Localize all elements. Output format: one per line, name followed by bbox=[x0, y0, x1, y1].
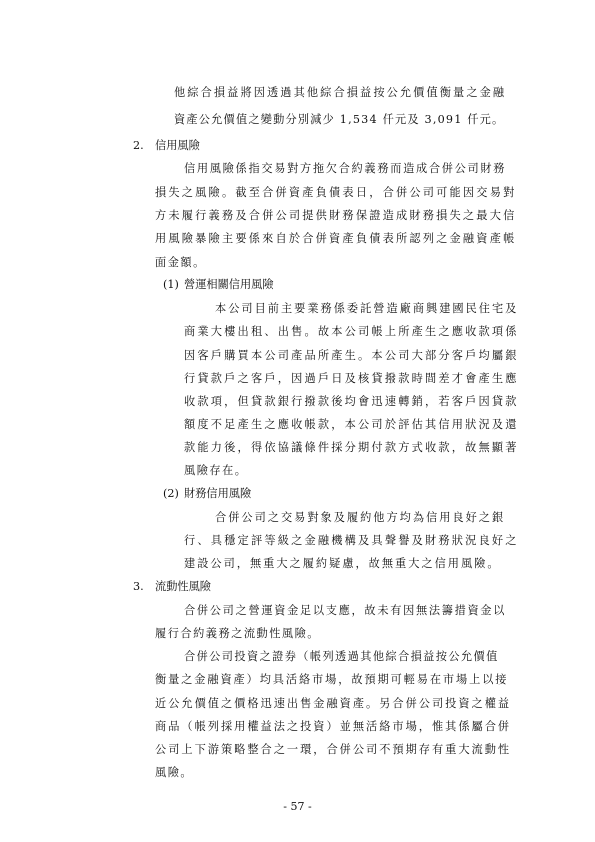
section-title: 信用風險 bbox=[155, 139, 200, 152]
subsection-number: (2) bbox=[163, 487, 179, 500]
text-line: 額度不足產生之應收帳款，本公司於評估其信用狀況及還 bbox=[184, 418, 519, 431]
text-line: 履行合約義務之流動性風險。 bbox=[155, 627, 320, 640]
section-number: 3. bbox=[133, 580, 144, 593]
text-line: 損失之風險。截至合併資產負債表日，合併公司可能因交易對 bbox=[155, 186, 517, 199]
text-line: 商品（帳列採用權益法之投資）並無活絡市場，惟其係屬合併 bbox=[155, 720, 512, 733]
text-line: 風險存在。 bbox=[184, 464, 248, 477]
text-line: 公司上下游策略整合之一環，合併公司不預期存有重大流動性 bbox=[155, 743, 512, 756]
section-number: 2. bbox=[133, 139, 144, 152]
text-line: 他綜合損益將因透過其他綜合損益按公允價值衡量之金融 bbox=[174, 86, 507, 99]
text-line: 方未履行義務及合併公司提供財務保證造成財務損失之最大信 bbox=[155, 209, 517, 222]
text-line: 行、具穩定評等級之金融機構及具聲譽及財務狀況良好之 bbox=[184, 534, 519, 547]
text-line: 風險。 bbox=[155, 766, 194, 779]
text-line: 信用風險係指交易對方拖欠合約義務而造成合併公司財務 bbox=[184, 162, 507, 175]
subsection-number: (1) bbox=[163, 278, 179, 291]
text-line: 用風險暴險主要係來自於合併資產負債表所認列之金融資產帳 bbox=[155, 232, 517, 245]
text-line: 行貸款戶之客戶，因過戶日及核貸撥款時間差才會產生應 bbox=[184, 372, 519, 385]
text-line: 建設公司，無重大之履約疑慮，故無重大之信用風險。 bbox=[184, 557, 501, 570]
text-line: 本公司目前主要業務係委託營造廠商興建國民住宅及 bbox=[215, 302, 519, 315]
text-line: 因客戶購買本公司產品所產生。本公司大部分客戶均屬銀 bbox=[184, 349, 519, 362]
text-line: 合併公司之營運資金足以支應，故未有因無法籌措資金以 bbox=[184, 604, 507, 617]
section-title: 流動性風險 bbox=[155, 580, 211, 593]
text-line: 收款項，但貸款銀行撥款後均會迅速轉銷，若客戶因貸款 bbox=[184, 395, 519, 408]
text-line: 面金額。 bbox=[155, 256, 206, 269]
text-line: 衡量之金融資產）均具活絡市場，故預期可輕易在市場上以接 bbox=[155, 673, 509, 686]
text-line: 合併公司之交易對象及履約他方均為信用良好之銀 bbox=[215, 511, 506, 524]
subsection-title: 財務信用風險 bbox=[184, 487, 252, 500]
subsection-title: 營運相關信用風險 bbox=[184, 278, 274, 291]
page-number: - 57 - bbox=[283, 800, 312, 813]
text-line: 合併公司投資之證券（帳列透過其他綜合損益按公允價值 bbox=[184, 650, 499, 663]
text-line: 近公允價值之價格迅速出售金融資產。另合併公司投資之權益 bbox=[155, 697, 512, 710]
text-line: 資產公允價值之變動分別減少 1,534 仟元及 3,091 仟元。 bbox=[174, 113, 505, 126]
text-line: 商業大樓出租、出售。故本公司帳上所產生之應收款項係 bbox=[184, 325, 519, 338]
text-line: 款能力後，得依協議條件採分期付款方式收款，故無顯著 bbox=[184, 441, 519, 454]
